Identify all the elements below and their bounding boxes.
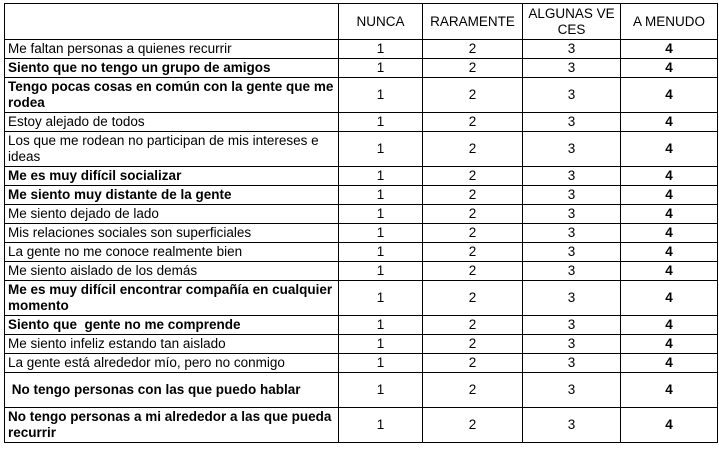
item-statement: Siento que gente no me comprende [5,316,339,335]
table-row [5,243,718,262]
score-raramente: 2 [423,281,523,316]
score-a-menudo: 4 [621,408,718,443]
table-row [5,205,718,224]
table-body [5,40,718,443]
score-a-menudo: 4 [621,132,718,167]
score-raramente: 2 [423,408,523,443]
item-statement: Los que me rodean no participan de mis intereses e ideas [5,132,339,167]
table-row [5,224,718,243]
score-algunas-veces: 3 [523,132,621,167]
score-a-menudo: 4 [621,243,718,262]
score-raramente: 2 [423,373,523,408]
score-algunas-veces: 3 [523,243,621,262]
header-raramente: RARAMENTE [423,4,523,40]
item-statement: No tengo personas con las que puedo hablar [5,373,339,408]
score-nunca: 1 [339,132,423,167]
score-a-menudo: 4 [621,335,718,354]
table-row [5,408,718,443]
item-statement: Mis relaciones sociales son superficiales [5,224,339,243]
score-raramente: 2 [423,78,523,113]
score-a-menudo: 4 [621,113,718,132]
score-a-menudo: 4 [621,205,718,224]
score-a-menudo: 4 [621,59,718,78]
table-row [5,40,718,59]
score-raramente: 2 [423,167,523,186]
header-row [5,4,718,40]
header-item-blank [5,4,339,40]
item-statement: Me siento infeliz estando tan aislado [5,335,339,354]
table-row [5,186,718,205]
score-algunas-veces: 3 [523,186,621,205]
score-algunas-veces: 3 [523,78,621,113]
score-raramente: 2 [423,113,523,132]
score-raramente: 2 [423,262,523,281]
item-statement: Me siento aislado de los demás [5,262,339,281]
table-row [5,132,718,167]
score-raramente: 2 [423,132,523,167]
header-a-menudo: A MENUDO [621,4,718,40]
item-statement: Me es muy difícil socializar [5,167,339,186]
score-a-menudo: 4 [621,186,718,205]
item-statement: La gente no me conoce realmente bien [5,243,339,262]
score-algunas-veces: 3 [523,113,621,132]
table-row [5,335,718,354]
table-row [5,167,718,186]
table-row [5,113,718,132]
score-raramente: 2 [423,40,523,59]
score-algunas-veces: 3 [523,224,621,243]
score-algunas-veces: 3 [523,408,621,443]
score-algunas-veces: 3 [523,335,621,354]
score-a-menudo: 4 [621,167,718,186]
table-row [5,354,718,373]
score-nunca: 1 [339,335,423,354]
item-statement: Me siento dejado de lado [5,205,339,224]
score-raramente: 2 [423,205,523,224]
score-nunca: 1 [339,113,423,132]
score-raramente: 2 [423,243,523,262]
loneliness-scale-table [4,3,718,443]
table-row [5,262,718,281]
score-nunca: 1 [339,78,423,113]
score-algunas-veces: 3 [523,354,621,373]
score-algunas-veces: 3 [523,262,621,281]
score-raramente: 2 [423,316,523,335]
item-statement: La gente está alrededor mío, pero no conmigo [5,354,339,373]
score-nunca: 1 [339,373,423,408]
score-nunca: 1 [339,224,423,243]
score-nunca: 1 [339,167,423,186]
score-algunas-veces: 3 [523,205,621,224]
score-a-menudo: 4 [621,316,718,335]
score-nunca: 1 [339,59,423,78]
score-algunas-veces: 3 [523,59,621,78]
table-row [5,281,718,316]
header-nunca: NUNCA [339,4,423,40]
score-raramente: 2 [423,354,523,373]
score-algunas-veces: 3 [523,316,621,335]
score-algunas-veces: 3 [523,373,621,408]
score-a-menudo: 4 [621,354,718,373]
item-statement: Siento que no tengo un grupo de amigos [5,59,339,78]
item-statement: Me faltan personas a quienes recurrir [5,40,339,59]
score-nunca: 1 [339,40,423,59]
score-a-menudo: 4 [621,262,718,281]
score-algunas-veces: 3 [523,281,621,316]
score-raramente: 2 [423,59,523,78]
score-algunas-veces: 3 [523,167,621,186]
score-nunca: 1 [339,262,423,281]
item-statement: No tengo personas a mi alrededor a las que pueda recurrir [5,408,339,443]
item-statement: Estoy alejado de todos [5,113,339,132]
table-row [5,316,718,335]
score-nunca: 1 [339,281,423,316]
score-a-menudo: 4 [621,373,718,408]
score-a-menudo: 4 [621,281,718,316]
score-algunas-veces: 3 [523,40,621,59]
item-statement: Me siento muy distante de la gente [5,186,339,205]
score-nunca: 1 [339,316,423,335]
score-a-menudo: 4 [621,224,718,243]
header-algunas-veces: ALGUNAS VECES [523,4,621,40]
score-nunca: 1 [339,186,423,205]
score-nunca: 1 [339,243,423,262]
score-a-menudo: 4 [621,78,718,113]
score-nunca: 1 [339,408,423,443]
item-statement: Tengo pocas cosas en común con la gente que me rodea [5,78,339,113]
table-row [5,78,718,113]
item-statement: Me es muy difícil encontrar compañía en cualquier momento [5,281,339,316]
score-a-menudo: 4 [621,40,718,59]
score-raramente: 2 [423,186,523,205]
score-raramente: 2 [423,335,523,354]
table-row [5,59,718,78]
score-nunca: 1 [339,205,423,224]
score-raramente: 2 [423,224,523,243]
table-row [5,373,718,408]
score-nunca: 1 [339,354,423,373]
